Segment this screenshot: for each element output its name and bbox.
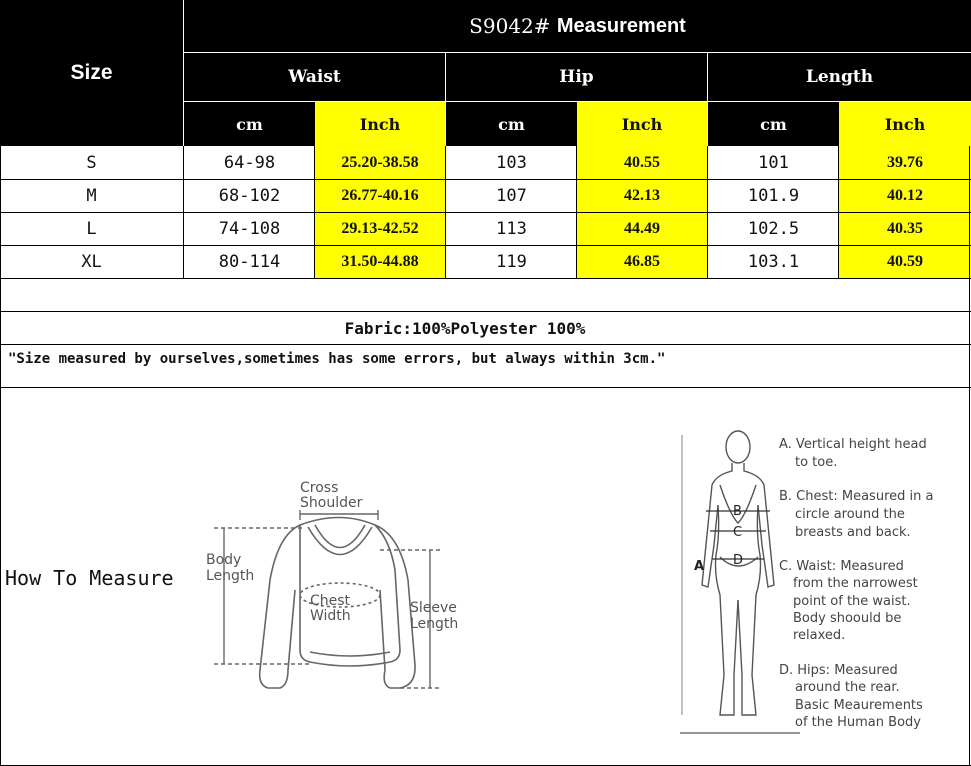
- legend-line: from the narrowest: [793, 576, 918, 591]
- cell-value: 102.5: [747, 218, 800, 239]
- length-cm-cell: [708, 179, 839, 212]
- unit-header-length-cm: [708, 102, 839, 146]
- cell-value: 26.77-40.16: [341, 186, 419, 204]
- length-inch-cell: [839, 212, 971, 245]
- unit-label: Inch: [884, 114, 926, 134]
- fabric-text: Fabric:100%Polyester 100%: [344, 318, 586, 338]
- human-body-icon: [702, 431, 774, 715]
- chest-width-label-2: Width: [310, 608, 351, 624]
- size-cell: [0, 146, 183, 179]
- header-divider: [445, 53, 446, 146]
- cell-value: 64-98: [223, 152, 276, 173]
- unit-header-length-inch: [839, 102, 971, 146]
- cell-value: 42.13: [624, 186, 660, 204]
- body-length-label-1: Body: [206, 552, 242, 568]
- cell-value: 25.20-38.58: [341, 153, 419, 171]
- unit-label: cm: [760, 114, 787, 134]
- size-column-header: [0, 0, 183, 146]
- unit-header-hip-inch: [577, 102, 707, 146]
- legend-line: of the Human Body: [795, 715, 921, 730]
- waist-cm-cell: [184, 212, 315, 245]
- legend-line: Body shoould be: [793, 611, 902, 626]
- how-to-measure-label: [5, 566, 174, 590]
- size-value: S: [86, 152, 97, 173]
- legend-line: breasts and back.: [795, 525, 911, 540]
- group-label: Length: [805, 67, 874, 87]
- measurement-note: [8, 345, 958, 373]
- waist-cm-cell: [184, 245, 315, 278]
- waist-inch-cell: [315, 179, 445, 212]
- size-value: XL: [81, 251, 102, 272]
- marker-b: B: [733, 504, 742, 519]
- sleeve-length-label-1: Sleeve: [410, 600, 457, 616]
- cell-value: 39.76: [887, 153, 923, 171]
- title-word: Measurement: [556, 14, 686, 37]
- size-value: L: [86, 218, 97, 239]
- group-label: Hip: [559, 67, 594, 87]
- hip-inch-cell: [577, 212, 707, 245]
- marker-c: C: [733, 525, 743, 540]
- header-divider: [707, 53, 708, 146]
- legend-line: A. Vertical height head: [779, 437, 927, 452]
- measurement-title: [184, 0, 971, 52]
- group-header-hip: [446, 53, 707, 101]
- frame-left: [0, 146, 1, 766]
- legend-line: circle around the: [795, 507, 905, 522]
- unit-header-hip-cm: [446, 102, 577, 146]
- legend-line: B. Chest: Measured in a: [779, 489, 934, 504]
- legend-line: D. Hips: Measured: [779, 663, 898, 678]
- hip-cm-cell: [446, 245, 577, 278]
- how-to-text: How To Measure: [5, 566, 174, 590]
- column-divider: [576, 146, 577, 278]
- row-divider: [0, 212, 971, 213]
- waist-inch-cell: [315, 212, 445, 245]
- legend-line: Basic Meaurements: [795, 698, 923, 713]
- waist-inch-cell: [315, 146, 445, 179]
- cell-value: 107: [496, 185, 527, 206]
- chest-width-label-1: Chest: [310, 593, 351, 609]
- garment-sketch: [200, 470, 480, 705]
- waist-cm-cell: [184, 179, 315, 212]
- size-cell: [0, 245, 183, 278]
- section-border: [0, 387, 971, 388]
- unit-label: Inch: [359, 114, 401, 134]
- hip-cm-cell: [446, 146, 577, 179]
- cell-value: 40.55: [624, 153, 660, 171]
- legend-line: to toe.: [795, 455, 838, 470]
- group-header-waist: [184, 53, 445, 101]
- cell-value: 44.49: [624, 219, 660, 237]
- body-length-label-2: Length: [206, 568, 255, 584]
- unit-header-waist-cm: [184, 102, 315, 146]
- size-cell: [0, 212, 183, 245]
- cell-value: 103: [496, 152, 527, 173]
- sleeve-length-label-2: Length: [410, 616, 459, 632]
- cell-value: 40.35: [887, 219, 923, 237]
- column-divider: [183, 146, 184, 278]
- size-header-text: Size: [70, 61, 113, 84]
- legend-line: around the rear.: [795, 680, 900, 695]
- cell-value: 40.59: [887, 252, 923, 270]
- cell-value: 80-114: [218, 251, 281, 272]
- legend-line: point of the waist.: [793, 594, 911, 609]
- cell-value: 29.13-42.52: [341, 219, 419, 237]
- cell-value: 40.12: [887, 186, 923, 204]
- cell-value: 103.1: [747, 251, 800, 272]
- cell-value: 113: [496, 218, 527, 239]
- hip-cm-cell: [446, 212, 577, 245]
- unit-label: cm: [236, 114, 263, 134]
- cell-value: 74-108: [218, 218, 281, 239]
- column-divider: [314, 146, 315, 278]
- title-code: S9042#: [469, 14, 551, 38]
- cell-value: 119: [496, 251, 527, 272]
- column-divider: [445, 146, 446, 278]
- hip-inch-cell: [577, 179, 707, 212]
- length-cm-cell: [708, 212, 839, 245]
- length-inch-cell: [839, 146, 971, 179]
- length-inch-cell: [839, 245, 971, 278]
- hip-inch-cell: [577, 245, 707, 278]
- header-divider: [184, 101, 971, 102]
- length-cm-cell: [708, 245, 839, 278]
- legend-line: C. Waist: Measured: [779, 559, 904, 574]
- hip-inch-cell: [577, 146, 707, 179]
- hip-cm-cell: [446, 179, 577, 212]
- length-inch-cell: [839, 179, 971, 212]
- cross-shoulder-label-2: Shoulder: [300, 495, 363, 511]
- group-label: Waist: [288, 67, 341, 87]
- cell-value: 46.85: [624, 252, 660, 270]
- column-divider: [707, 146, 708, 278]
- cell-value: 31.50-44.88: [341, 252, 419, 270]
- cross-shoulder-label-1: Cross: [300, 480, 339, 496]
- cell-value: 101.9: [747, 185, 800, 206]
- body-legend: [775, 432, 955, 732]
- row-divider: [0, 245, 971, 246]
- legend-line: relaxed.: [793, 628, 846, 643]
- unit-header-waist-inch: [315, 102, 445, 146]
- length-cm-cell: [708, 146, 839, 179]
- unit-label: Inch: [621, 114, 663, 134]
- fabric-info: [0, 312, 930, 344]
- size-table-body: [0, 146, 971, 278]
- frame-right: [969, 146, 970, 766]
- marker-d: D: [733, 553, 744, 568]
- header-divider: [184, 52, 971, 53]
- group-header-length: [708, 53, 971, 101]
- table-bottom-border: [0, 278, 971, 279]
- column-divider: [838, 146, 839, 278]
- size-cell: [0, 179, 183, 212]
- row-divider: [0, 179, 971, 180]
- size-value: M: [86, 185, 97, 206]
- header-divider: [183, 0, 184, 146]
- waist-inch-cell: [315, 245, 445, 278]
- cell-value: 68-102: [218, 185, 281, 206]
- unit-label: cm: [498, 114, 525, 134]
- waist-cm-cell: [184, 146, 315, 179]
- cell-value: 101: [758, 152, 789, 173]
- marker-a: A: [694, 559, 705, 574]
- note-text: "Size measured by ourselves,sometimes has some errors, but always within 3cm.": [8, 351, 666, 367]
